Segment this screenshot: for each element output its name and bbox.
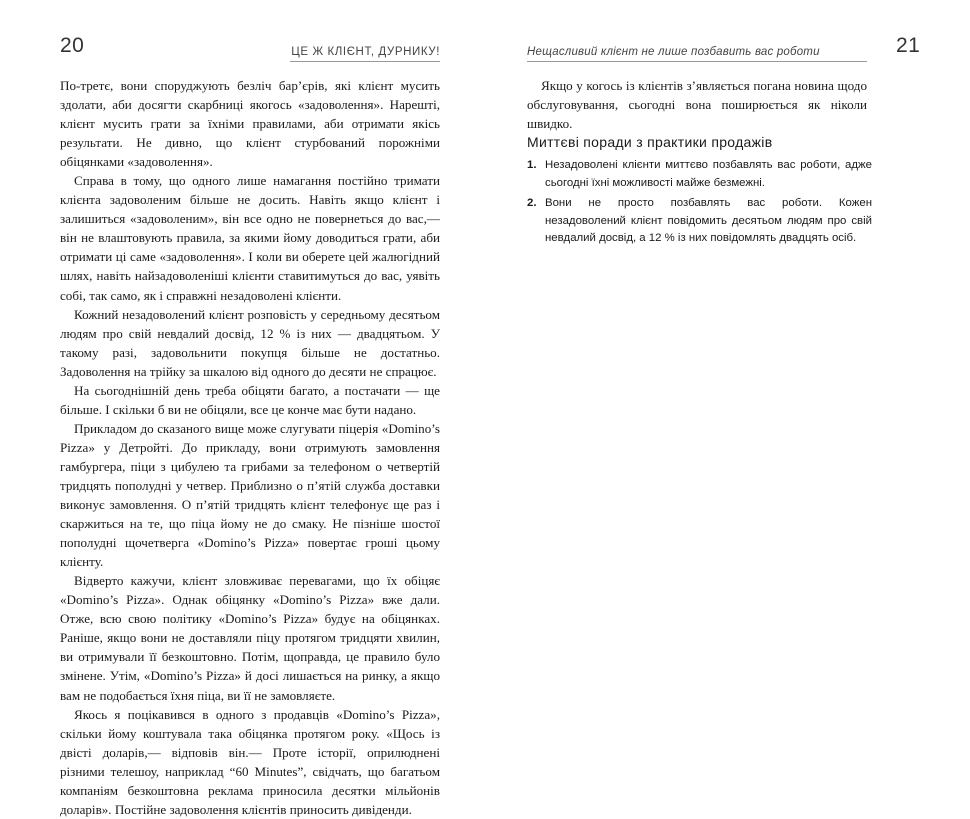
paragraph: По-третє, вони споруджують безліч бар’єрів, які клієнт мусить здолати, аби досягти скарбниці якогось «задоволення». Нарешті, клієнт мусить грати за їхніми правилами, аби отримати якісь результати. Не дивно, що клієнт стурбований порожніми обіцянками «задоволення». (60, 78, 440, 170)
paragraph: На сьогоднішній день треба обіцяти багато, а постачати — ще більше. І скільки б ви не обіцяли, все це конче має бути надано. (60, 382, 440, 417)
left-page (0, 0, 485, 817)
list-item (527, 157, 872, 192)
list-item (527, 195, 872, 248)
paragraph: Якось я поцікавився в одного з продавців «Domino’s Pizza», скільки йому коштувала така обіцянка протягом року. «Щось із двісті доларів,— відповів він.— Проте історії, оприлюднені різними телешоу, наприклад “60 Minutes”, свідчать, що багатьом компаніям безкоштовна реклама приносила десятки мільйонів доларів». Постійне задоволення клієнтів приносить дивіденди. (60, 706, 440, 817)
paragraph: Прикладом до сказаного вище може слугувати піцерія «Domino’s Pizza» у Детройті. До прикладу, вони отримують замовлення гамбургера, піци з цибулею та грибами за телефоном о четвертій тридцять пополудні у четвер. Приблизно о п’ятій служба доставки виконує замовлення. О п’ятій тридцять клієнт телефонує ще раз і скаржиться на те, що піца йому не до смаку. Не пізніше шостої пополудні щочетверга «Domino’s Pizza» повертає гроші цьому клієнту. (60, 420, 440, 570)
right-page-body (527, 76, 867, 133)
list-number: 2. (527, 197, 537, 209)
paragraph: Справа в тому, що одного лише намагання постійно тримати клієнта задоволеним більше не досить. Навіть якщо клієнт і залишиться «задоволеним», він все одно не повернеться до вас,— він не влаштовують правила, за якими йому доводиться грати, аби отримати ці саме «задоволення». І коли ви оберете цей жалюгідний шлях, навіть найзадоволеніші клієнти ставитимуться до вас, уявіть собі, так само, як і справжні незадоволені клієнти. (60, 173, 440, 303)
page-number-right: 21 (896, 34, 921, 57)
paragraph: Якщо у когось із клієнтів з’являється погана новина щодо обслуговування, сьогодні вона поширюється як ніколи швидко. (527, 78, 867, 132)
list-item-text: Незадоволені клієнти миттєво позбавлять вас роботи, адже сьогодні їхні можливості майже безмежні. (545, 159, 872, 189)
list-item-text: Вони не просто позбавлять вас роботи. Кожен незадоволений клієнт повідомить десятьом людям про свій невдалий досвід, а 12 % із них повідомлять двадцять осіб. (545, 197, 872, 244)
left-page-body (60, 76, 440, 819)
tips-list (527, 157, 872, 251)
right-page (485, 0, 970, 691)
page-number-left: 20 (60, 34, 85, 57)
section-title: Миттєві поради з практики продажів (527, 134, 773, 150)
paragraph: Кожний незадоволений клієнт розповість у середньому десятьом людям про свій невдалий досвід, 12 % із них — двадцятьом. У такому разі, задовольнити покупця більше не достатньо. Задоволення на трійку за шкалою від одного до десяти не спрацює. (60, 306, 440, 379)
running-head-left: ЦЕ Ж КЛІЄНТ, ДУРНИКУ! (290, 46, 440, 62)
running-head-right: Нещасливий клієнт не лише позбавить вас роботи (527, 46, 867, 62)
paragraph: Відверто кажучи, клієнт зловживає перевагами, що їх обіцяє «Domino’s Pizza». Однак обіцянку «Domino’s Pizza» вже дали. Отже, всю свою політику «Domino’s Pizza» будує на обіцянках. Раніше, якщо вони не доставляли піцу протягом тридцяти хвилин, ви отримували її безкоштовно. Потім, щоправда, це правило було змінене. Утім, «Domino’s Pizza» й досі лишається на ринку, а якщо вам не подобається їхня піца, ви її не замовляєте. (60, 573, 440, 703)
list-number: 1. (527, 159, 537, 171)
